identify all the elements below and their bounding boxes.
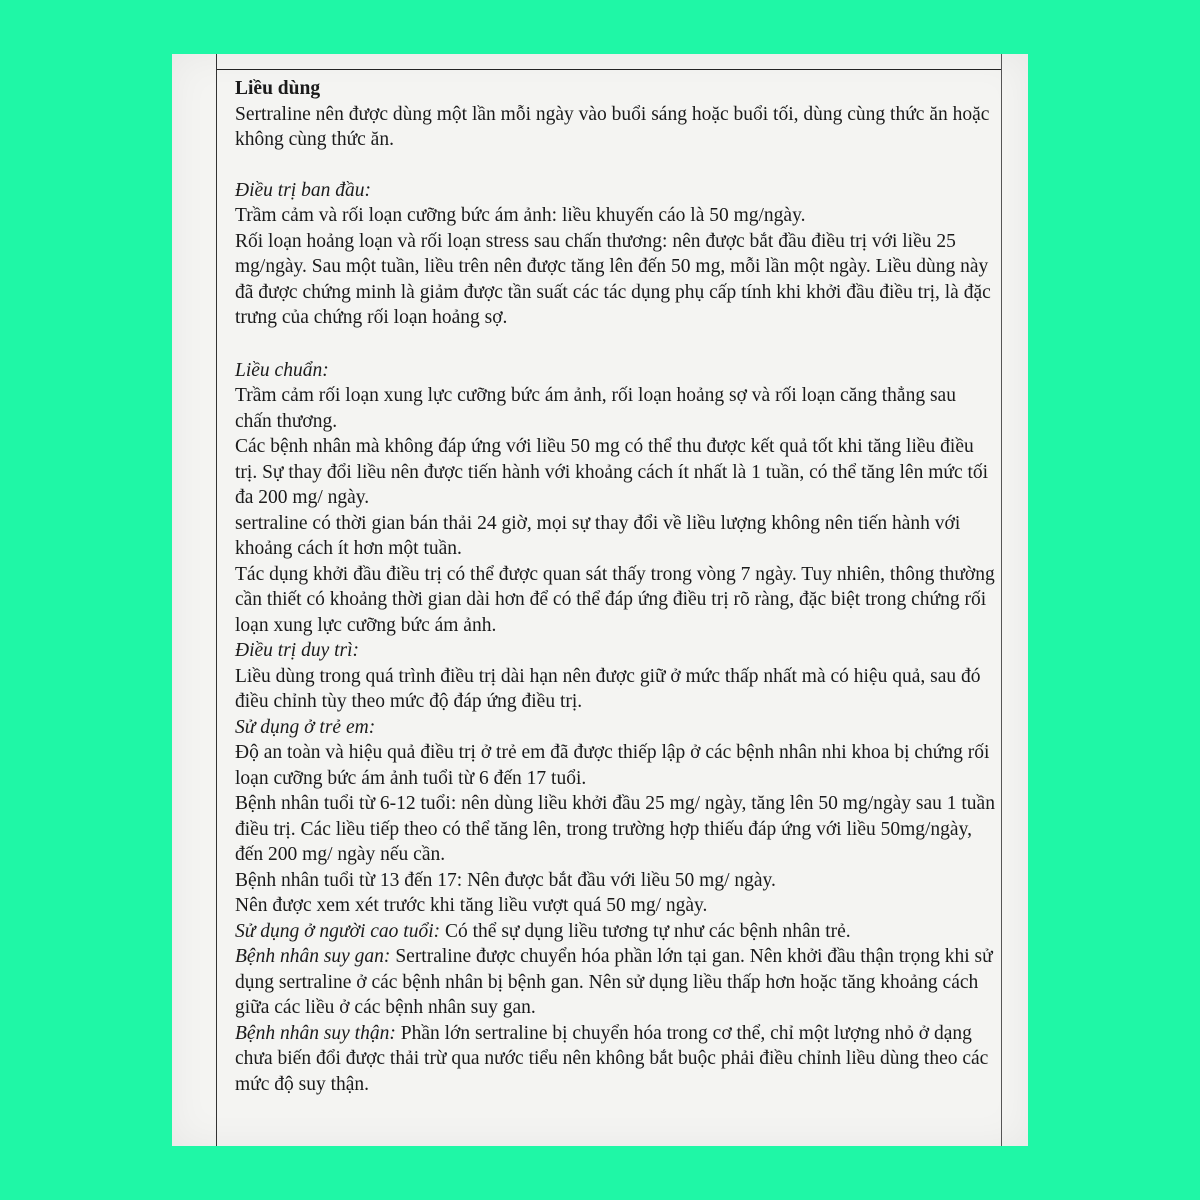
renal-paragraph xyxy=(235,1021,995,1098)
hepatic-text: Sertraline được chuyển hóa phần lớn tại gan. Nên khởi đầu thận trọng khi sử dụng sertraline ở các bệnh nhân bị bệnh gan. Nên sử dụng liều thấp hơn hoặc tăng khoảng cách giữa các liều ở các bệnh nhân suy gan. xyxy=(235,946,993,1018)
page-border-left xyxy=(216,54,217,1146)
document-page xyxy=(172,54,1028,1146)
children-paragraph-2: Bệnh nhân tuổi từ 6-12 tuổi: nên dùng liều khởi đầu 25 mg/ ngày, tăng lên 50 mg/ngày sau 1 tuần điều trị. Các liều tiếp theo có thể tăng lên, trong trường hợp thiếu đáp ứng với liều 50mg/ngày, đến 200 mg/ ngày nếu cần. xyxy=(235,793,995,865)
children-paragraph-1: Độ an toàn và hiệu quả điều trị ở trẻ em đã được thiếp lập ở các bệnh nhân nhi khoa bị chứng rối loạn cưỡng bức ám ảnh tuổi từ 6 đến 17 tuổi. xyxy=(235,742,990,789)
children-paragraph-3: Bệnh nhân tuổi từ 13 đến 17: Nên được bắt đầu với liều 50 mg/ ngày. xyxy=(235,869,776,891)
children-paragraph-4: Nên được xem xét trước khi tăng liều vượt quá 50 mg/ ngày. xyxy=(235,895,708,916)
standard-dose-paragraph-1: Trầm cảm rối loạn xung lực cưỡng bức ám ảnh, rối loạn hoảng sợ và rối loạn căng thẳng sau chấn thương. xyxy=(235,385,956,432)
page-border-top xyxy=(216,69,1002,70)
maintenance-title: Điều trị duy trì: xyxy=(235,640,360,661)
initial-treatment-paragraph-2: Rối loạn hoảng loạn và rối loạn stress sau chấn thương: nên được bắt đầu điều trị với liều 25 mg/ngày. Sau một tuần, liều trên nên được tăng lên đến 50 mg, mỗi lần một ngày. Liều dùng này đã được chứng minh là giảm được tần suất các tác dụng phụ cấp tính khi khởi đầu điều trị, là đặc trưng của chứng rối loạn hoảng sợ. xyxy=(235,230,991,328)
section-heading: Liều dùng xyxy=(235,78,321,99)
page-border-right xyxy=(1001,54,1002,1146)
elderly-label: Sử dụng ở người cao tuổi: xyxy=(235,920,441,942)
initial-treatment-title: Điều trị ban đầu: xyxy=(235,179,371,201)
standard-dose-paragraph-2: Các bệnh nhân mà không đáp ứng với liều 50 mg có thể thu được kết quả tốt khi tăng liều điều trị. Sự thay đổi liều nên được tiến hành với khoảng cách ít nhất là 1 tuần, có thể tăng lên mức tối đa 200 mg/ ngày. xyxy=(235,436,989,508)
elderly-paragraph xyxy=(235,919,995,945)
initial-treatment-paragraph-1: Trầm cảm và rối loạn cưỡng bức ám ảnh: liều khuyến cáo là 50 mg/ngày. xyxy=(235,205,806,226)
intro-paragraph: Sertraline nên được dùng một lần mỗi ngày vào buổi sáng hoặc buổi tối, dùng cùng thức ăn hoặc không cùng thức ăn. xyxy=(235,103,990,150)
document-body xyxy=(235,76,995,1097)
children-title: Sử dụng ở trẻ em: xyxy=(235,716,376,738)
elderly-text: Có thể sự dụng liều tương tự như các bệnh nhân trẻ. xyxy=(440,920,851,942)
renal-text: Phần lớn sertraline bị chuyển hóa trong cơ thể, chỉ một lượng nhỏ ở dạng chưa biến đổi được thải trừ qua nước tiểu nên không bắt buộc phải điều chỉnh liều dùng theo các mức độ suy thận. xyxy=(235,1022,989,1095)
hepatic-paragraph xyxy=(235,944,995,1021)
standard-dose-paragraph-4: Tác dụng khởi đầu điều trị có thể được quan sát thấy trong vòng 7 ngày. Tuy nhiên, thông thường cần thiết có khoảng thời gian dài hơn để có thể đáp ứng điều trị rõ ràng, đặc biệt trong chứng rối loạn xung lực cưỡng bức ám ảnh. xyxy=(235,563,995,636)
renal-label: Bệnh nhân suy thận: xyxy=(235,1022,396,1044)
hepatic-label: Bệnh nhân suy gan: xyxy=(235,946,391,967)
maintenance-paragraph: Liều dùng trong quá trình điều trị dài hạn nên được giữ ở mức thấp nhất mà có hiệu quả, sau đó điều chỉnh tùy theo mức độ đáp ứng điều trị. xyxy=(235,665,981,712)
standard-dose-paragraph-3: sertraline có thời gian bán thải 24 giờ, mọi sự thay đổi về liều lượng không nên tiến hành với khoảng cách ít hơn một tuần. xyxy=(235,512,961,559)
standard-dose-title: Liều chuẩn: xyxy=(235,359,329,381)
